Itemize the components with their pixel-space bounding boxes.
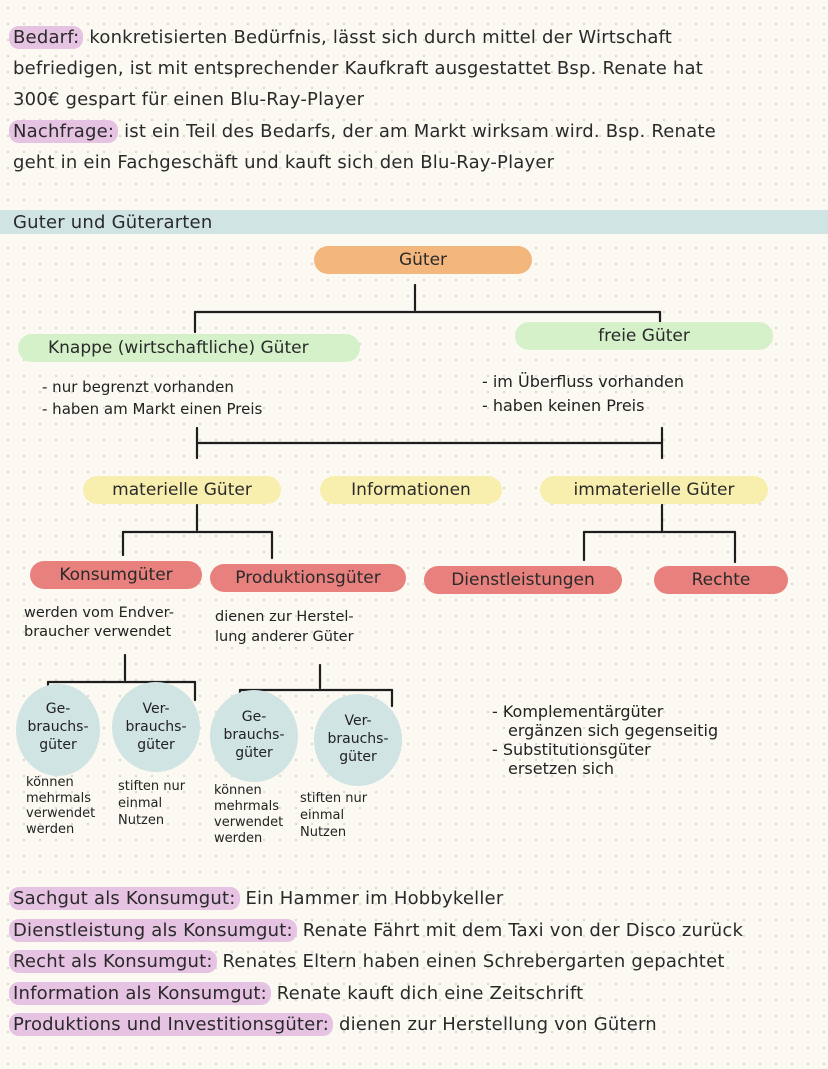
- verbrauch2-note-3: Nutzen: [300, 825, 347, 840]
- gebrauch1-line-1: Ge-: [45, 701, 71, 717]
- verbrauch2-line-1: Ver-: [344, 713, 372, 729]
- gebrauch2-note-4: werden: [214, 831, 263, 846]
- node-produktionsgueter: Produktionsgüter: [210, 564, 406, 592]
- verbrauch1-line-3: güter: [137, 737, 175, 753]
- example-text: Renate kauft dich eine Zeitschrift: [276, 982, 584, 1004]
- node-freie-gueter: freie Güter: [515, 322, 773, 350]
- konsum-note-1: werden vom Endver-: [24, 605, 174, 621]
- example-produktion: [13, 1009, 813, 1041]
- verbrauch1-line-1: Ver-: [142, 701, 170, 717]
- node-informationen: Informationen: [320, 476, 502, 504]
- note-gebrauchsgueter-2: [214, 783, 283, 847]
- knappe-note-2: - haben am Markt einen Preis: [42, 400, 263, 418]
- verbrauch1-note-2: einmal: [118, 796, 163, 811]
- freie-note-1: - im Überfluss vorhanden: [482, 372, 685, 391]
- note-verbrauchsgueter-2: [300, 790, 367, 841]
- example-term: Information als Konsumgut:: [9, 982, 271, 1005]
- verbrauch2-note-1: stiften nur: [300, 791, 368, 806]
- verbrauch2-note-2: einmal: [300, 808, 345, 823]
- node-knappe-gueter: Knappe (wirtschaftliche) Güter: [18, 334, 360, 362]
- produktion-note-2: lung anderer Güter: [215, 629, 354, 645]
- right-notes: [492, 702, 718, 778]
- node-immaterielle-gueter: immaterielle Güter: [540, 476, 768, 504]
- gebrauch1-note-2: mehrmals: [26, 790, 92, 806]
- label-verbrauchsgueter-2: [318, 712, 398, 766]
- gebrauch1-note-1: können: [26, 775, 74, 790]
- konsum-note: [24, 604, 174, 642]
- label-gebrauchsgueter-1: [22, 700, 94, 754]
- konsum-note-2: braucher verwendet: [24, 624, 172, 640]
- example-term: Dienstleistung als Konsumgut:: [9, 919, 297, 942]
- right-note-2: ergänzen sich gegenseitig: [508, 721, 719, 740]
- verbrauch1-note-1: stiften nur: [118, 779, 186, 794]
- node-dienstleistungen: Dienstleistungen: [424, 566, 622, 594]
- note-verbrauchsgueter-1: [118, 778, 185, 829]
- gebrauch1-line-2: brauchs-: [27, 719, 89, 735]
- example-text: Renates Eltern haben einen Schrebergarten gepachtet: [222, 951, 725, 972]
- gebrauch2-line-2: brauchs-: [223, 727, 285, 743]
- label-gebrauchsgueter-2: [216, 708, 292, 762]
- knappe-note-1: - nur begrenzt vorhanden: [42, 378, 234, 396]
- example-dienstleistung: [13, 915, 813, 947]
- term-bedarf: Bedarf:: [9, 26, 83, 49]
- nachfrage-line-1: ist ein Teil des Bedarfs, der am Markt wirksam wird. Bsp. Renate: [124, 121, 716, 142]
- right-note-4: ersetzen sich: [508, 759, 615, 778]
- term-nachfrage: Nachfrage:: [9, 120, 118, 143]
- gebrauch2-note-3: verwendet: [214, 815, 284, 830]
- bedarf-line-2: befriedigen, ist mit entsprechender Kaufkraft ausgestattet Bsp. Renate hat: [13, 58, 704, 79]
- freie-note-2: - haben keinen Preis: [482, 396, 645, 415]
- gebrauch2-note-1: können: [214, 783, 262, 798]
- right-note-3: - Substitutionsgüter: [492, 740, 651, 759]
- verbrauch2-line-3: güter: [339, 749, 377, 765]
- section-heading: Guter und Güterarten: [13, 212, 213, 233]
- produktion-note: [215, 607, 354, 647]
- node-konsumgueter: Konsumgüter: [30, 561, 202, 589]
- node-gueter: Güter: [314, 246, 532, 274]
- gebrauch1-note-3: verwendet: [26, 806, 96, 821]
- knappe-notes: [42, 376, 262, 420]
- gebrauch2-line-1: Ge-: [241, 709, 267, 725]
- example-term: Recht als Konsumgut:: [9, 950, 217, 973]
- example-recht: [13, 946, 813, 978]
- example-term: Produktions und Investitionsgüter:: [9, 1013, 333, 1036]
- nachfrage-line-2: geht in ein Fachgeschäft und kauft sich den Blu-Ray-Player: [13, 152, 555, 173]
- note-gebrauchsgueter-1: [26, 775, 95, 837]
- produktion-note-1: dienen zur Herstel-: [215, 609, 354, 625]
- verbrauch1-line-2: brauchs-: [125, 719, 187, 735]
- example-text: Ein Hammer im Hobbykeller: [245, 888, 504, 909]
- example-sachgut: [13, 883, 813, 915]
- gebrauch2-line-3: güter: [235, 745, 273, 761]
- example-information: [13, 978, 813, 1010]
- label-verbrauchsgueter-1: [118, 700, 194, 754]
- example-text: dienen zur Herstellung von Gütern: [338, 1014, 657, 1035]
- example-term: Sachgut als Konsumgut:: [9, 887, 240, 910]
- gebrauch2-note-2: mehrmals: [214, 799, 280, 814]
- right-note-1: - Komplementärgüter: [492, 702, 664, 721]
- freie-notes: [482, 370, 684, 418]
- gebrauch1-line-3: güter: [39, 737, 77, 753]
- gebrauch1-note-4: werden: [26, 821, 75, 837]
- bedarf-line-3: 300€ gespart für einen Blu-Ray-Player: [13, 89, 365, 110]
- bedarf-line-1: konkretisierten Bedürfnis, lässt sich durch mittel der Wirtschaft: [89, 27, 673, 48]
- node-materielle-gueter: materielle Güter: [83, 476, 281, 504]
- examples-list: [13, 883, 813, 1041]
- verbrauch1-note-3: Nutzen: [118, 813, 165, 828]
- node-rechte: Rechte: [654, 566, 788, 594]
- example-text: Renate Fährt mit dem Taxi von der Disco zurück: [302, 919, 744, 941]
- verbrauch2-line-2: brauchs-: [327, 731, 389, 747]
